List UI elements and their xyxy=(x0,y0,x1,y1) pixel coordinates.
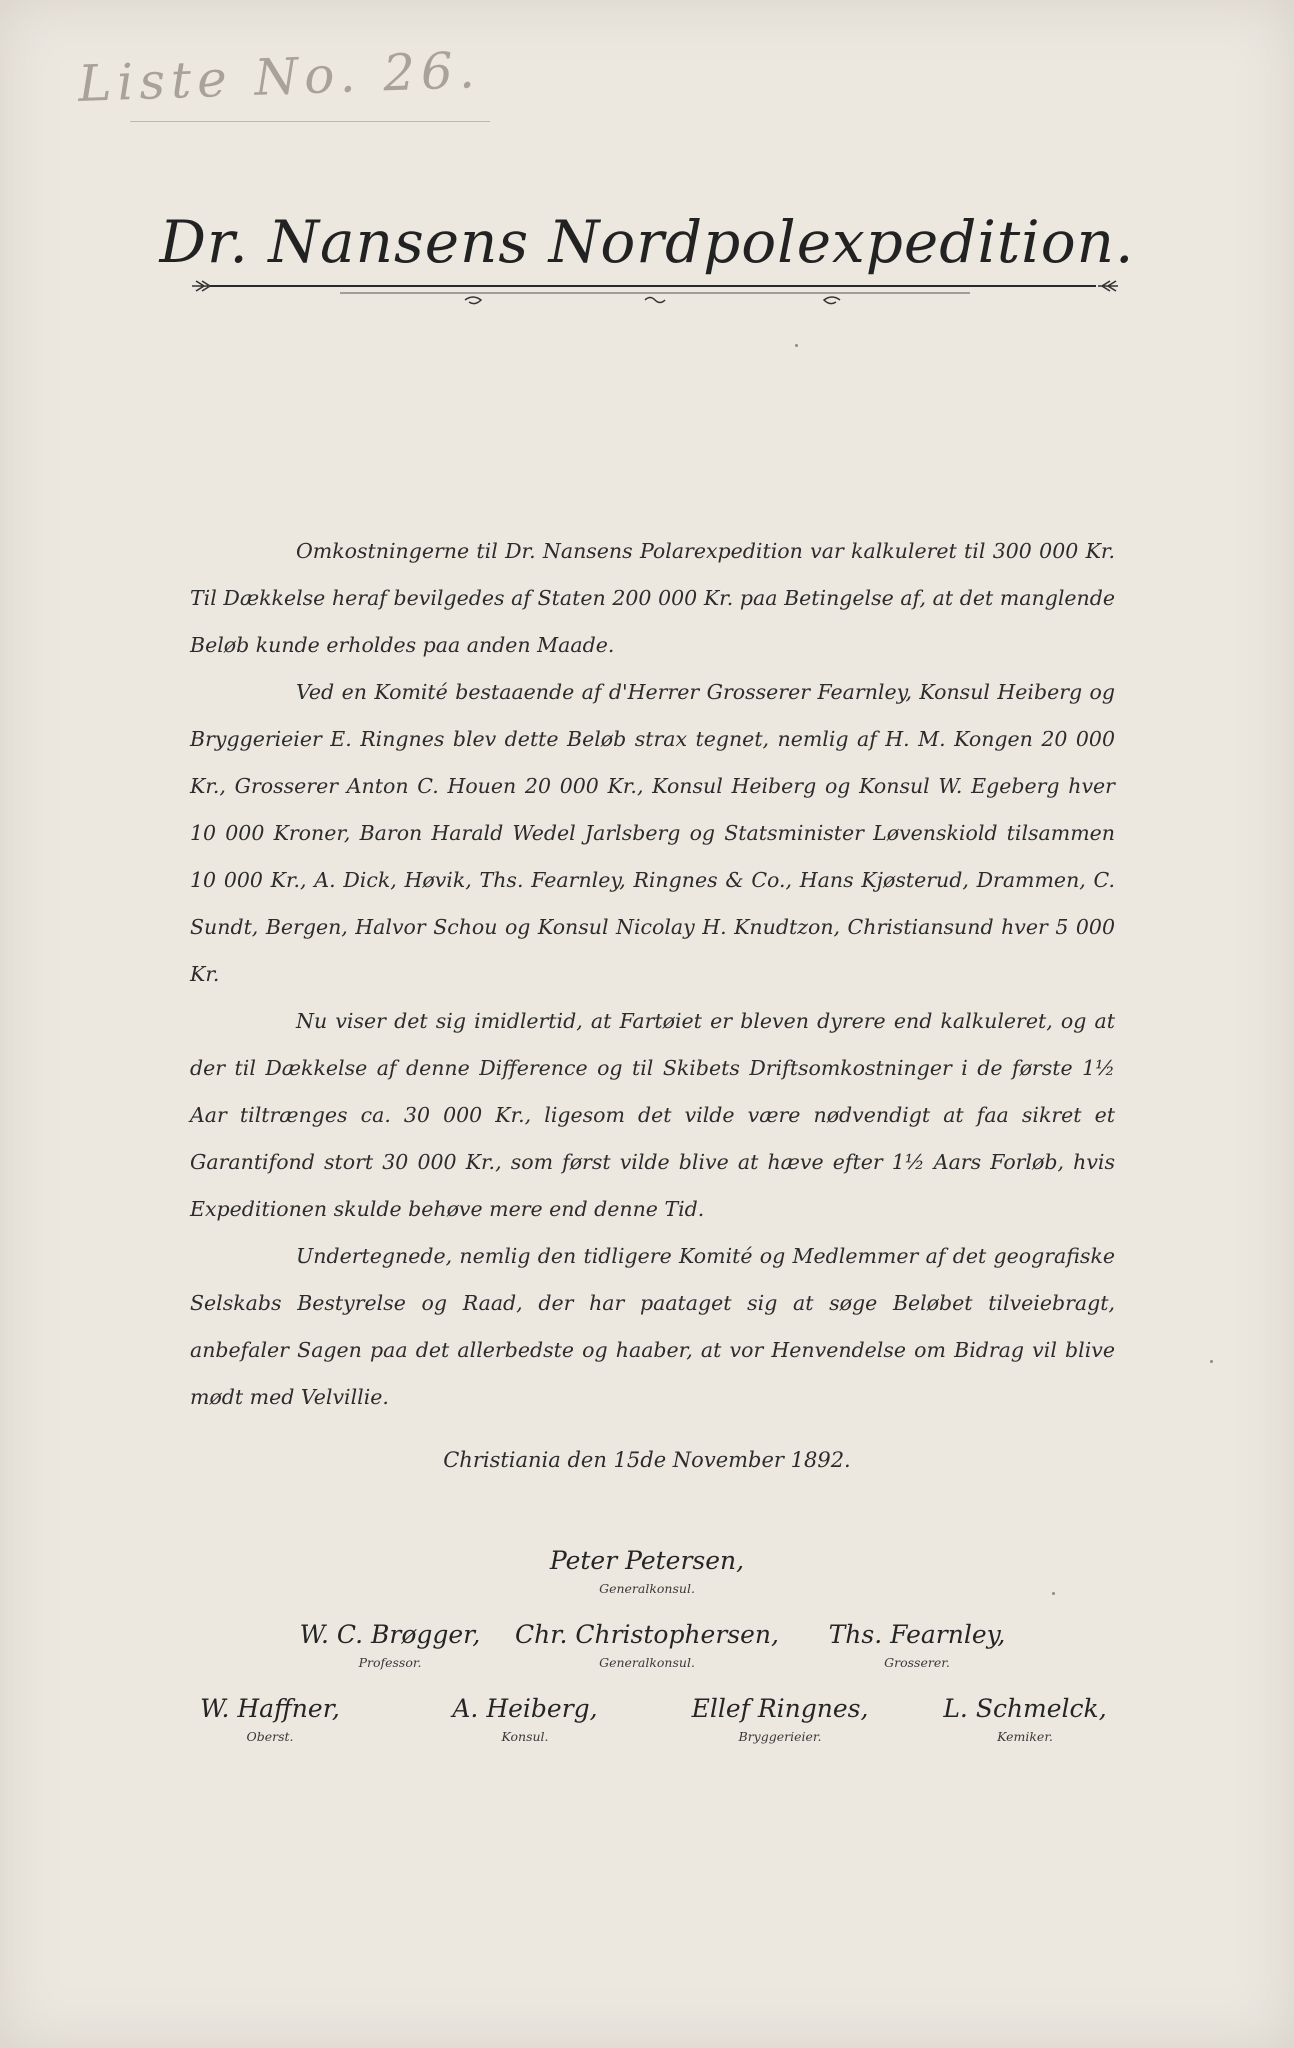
scroll-ornament-right xyxy=(824,297,840,304)
signatory-role: Oberst. xyxy=(246,1729,294,1744)
paragraph-4: Undertegnede, nemlig den tidligere Komité og Medlemmer af det geografiske Selskabs Bestyrelse og Raad, der har paataget sig at søge Beløbet tilveiebragt, anbefaler Sagen paa det allerbedste og haaber, at vor Henvendelse om Bidrag vil blive mødt med Velvillie. xyxy=(190,1244,1115,1409)
signatory-role: Generalkonsul. xyxy=(599,1581,695,1596)
signature-ringnes xyxy=(640,1694,920,1744)
dateline: Christiania den 15de November 1892. xyxy=(443,1448,851,1472)
signatory-role: Professor. xyxy=(358,1655,422,1670)
paper-speck xyxy=(795,344,798,347)
signatory-name: W. C. Brøgger, xyxy=(299,1620,481,1649)
right-arrow-ornament xyxy=(1098,281,1118,291)
body-text xyxy=(190,528,1115,1421)
scroll-ornament-left xyxy=(465,297,481,304)
signatory-role: Konsul. xyxy=(501,1729,549,1744)
signature-peter-petersen xyxy=(497,1546,797,1596)
signatory-name: Peter Petersen, xyxy=(549,1546,745,1575)
paragraph-2: Ved en Komité bestaaende af d'Herrer Grosserer Fearnley, Konsul Heiberg og Bryggerieier E. Ringnes blev dette Beløb strax tegnet, nemlig af H. M. Kongen 20 000 Kr., Grosserer Anton C. Houen 20 000 Kr., Konsul Heiberg og Konsul W. Egeberg hver 10 000 Kroner, Baron Harald Wedel Jarlsberg og Statsminister Løvenskiold tilsammen 10 000 Kr., A. Dick, Høvik, Ths. Fearnley, Ringnes & Co., Hans Kjøsterud, Drammen, C. Sundt, Bergen, Halvor Schou og Konsul Nicolay H. Knudtzon, Christiansund hver 5 000 Kr. xyxy=(190,680,1115,986)
handwritten-list-number: Liste No. 26. xyxy=(77,40,482,114)
signatory-name: Ellef Ringnes, xyxy=(691,1694,869,1723)
signatory-name: L. Schmelck, xyxy=(943,1694,1107,1723)
signatory-role: Generalkonsul. xyxy=(599,1655,695,1670)
paper-speck xyxy=(1052,1592,1055,1595)
paragraph-3: Nu viser det sig imidlertid, at Fartøiet er bleven dyrere end kalkuleret, og at der til Dækkelse af denne Difference og til Skibets Driftsomkostninger i de første 1½ Aar tiltrænges ca. 30 000 Kr., ligesom det vilde være nødvendigt at faa sikret et Garantifond stort 30 000 Kr., som først vilde blive at hæve efter 1½ Aars Forløb, hvis Expeditionen skulde behøve mere end denne Tid. xyxy=(190,1009,1115,1221)
signature-brogger xyxy=(240,1620,540,1670)
signature-heiberg xyxy=(405,1694,645,1744)
title-ornament-rule xyxy=(190,276,1120,316)
signatory-role: Kemiker. xyxy=(997,1729,1053,1744)
signatory-name: Ths. Fearnley, xyxy=(828,1620,1006,1649)
signatory-role: Bryggerieier. xyxy=(738,1729,822,1744)
signatory-name: A. Heiberg, xyxy=(452,1694,598,1723)
paragraph-1: Omkostningerne til Dr. Nansens Polarexpedition var kalkuleret til 300 000 Kr. Til Dækkelse heraf bevilgedes af Staten 200 000 Kr. paa Betingelse af, at det manglende Beløb kunde erholdes paa anden Maade. xyxy=(190,539,1115,657)
signature-haffner xyxy=(150,1694,390,1744)
scroll-ornament-center xyxy=(645,298,665,303)
signatory-name: W. Haffner, xyxy=(200,1694,340,1723)
left-arrow-ornament xyxy=(192,281,210,291)
signatory-name: Chr. Christophersen, xyxy=(515,1620,779,1649)
document-title: Dr. Nansens Nordpolexpedition. xyxy=(159,208,1135,276)
signature-christophersen xyxy=(497,1620,797,1670)
signature-fearnley xyxy=(782,1620,1052,1670)
signature-schmelck xyxy=(905,1694,1145,1744)
paper-speck xyxy=(1210,1360,1213,1363)
handwritten-underline xyxy=(130,121,490,122)
signatory-role: Grosserer. xyxy=(884,1655,950,1670)
